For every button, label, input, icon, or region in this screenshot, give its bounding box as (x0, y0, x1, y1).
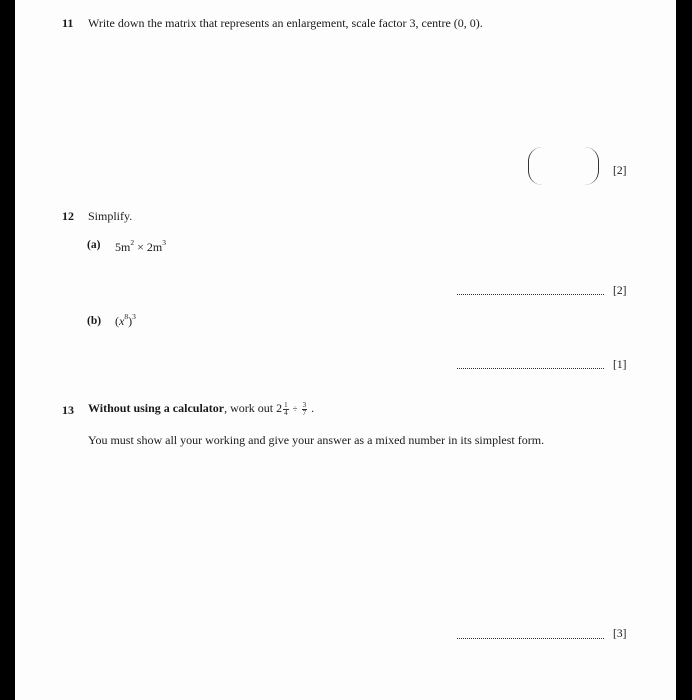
question-13-text: Without using a calculator, work out 2 $\frac{1}{4}$ ÷ $\frac{3}{7}$ . (88, 400, 315, 417)
question-12b-marks: [1] (613, 359, 627, 371)
question-12-number: 12 (62, 209, 74, 223)
question-11-number: 11 (62, 16, 74, 30)
answer-line-13[interactable] (457, 638, 604, 639)
question-12a-expression: $5m^2 \times 2m^3$ (115, 238, 166, 254)
question-13-marks: [3] (613, 628, 627, 640)
question-11-text: Write down the matrix that represents an enlargement, scale factor 3, centre (0, 0). (88, 16, 483, 30)
question-11-marks: [2] (613, 165, 627, 177)
question-12a-marks: [2] (613, 285, 627, 297)
answer-line-12a[interactable] (457, 294, 604, 295)
answer-line-12b[interactable] (457, 368, 604, 369)
question-12b-expression: $(x^8)^3$ (115, 312, 136, 328)
question-13-number: 13 (62, 403, 74, 417)
matrix-right-bracket (580, 147, 599, 185)
exam-page (15, 0, 676, 700)
matrix-left-bracket (528, 147, 547, 185)
question-13-instruction: You must show all your working and give your answer as a mixed number in its simplest form. (88, 433, 545, 447)
question-12a-label: (a) (87, 239, 101, 251)
question-12-text: Simplify. (88, 209, 133, 223)
question-12b-label: (b) (87, 315, 102, 327)
